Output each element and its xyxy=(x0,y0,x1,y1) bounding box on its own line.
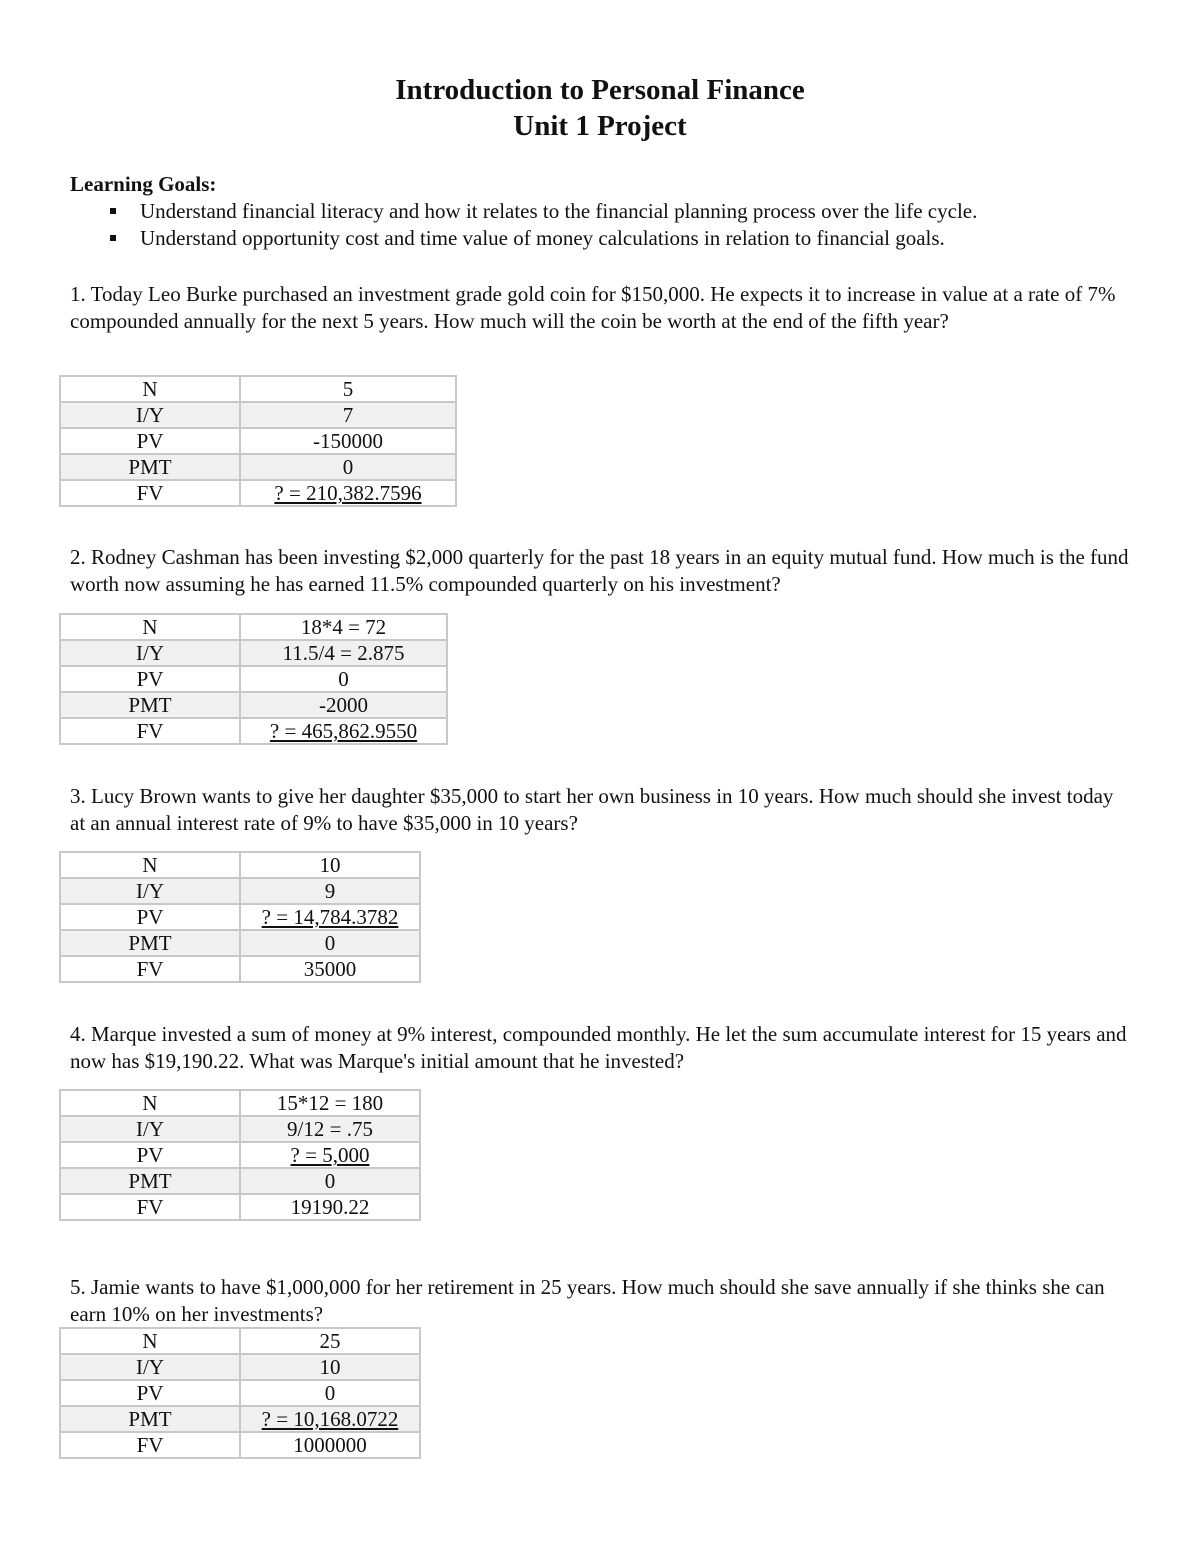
table-label: I/Y xyxy=(60,640,240,666)
table-value: 9 xyxy=(240,878,420,904)
question-1-table xyxy=(59,375,457,507)
table-value: 10 xyxy=(240,852,420,878)
question-2-text: 2. Rodney Cashman has been investing $2,000 quarterly for the past 18 years in an equity mutual fund. How much is the fund worth now assuming he has earned 11.5% compounded quarterly on his investment? xyxy=(70,545,1129,596)
question-4-text: 4. Marque invested a sum of money at 9% interest, compounded monthly. He let the sum accumulate interest for 15 years and now has $19,190.22. What was Marque's initial amount that he invested? xyxy=(70,1022,1127,1073)
table-value: 0 xyxy=(240,930,420,956)
page-subtitle: Unit 1 Project xyxy=(513,110,687,142)
learning-goals-heading: Learning Goals: xyxy=(70,172,217,196)
table-value: 0 xyxy=(240,1380,420,1406)
table-label: PMT xyxy=(60,692,240,718)
table-answer: ? = 465,862.9550 xyxy=(240,718,447,744)
table-label: PV xyxy=(60,904,240,930)
table-label: PMT xyxy=(60,1406,240,1432)
table-label: PMT xyxy=(60,930,240,956)
table-label: N xyxy=(60,852,240,878)
bullet-icon xyxy=(110,208,116,214)
table-value: -2000 xyxy=(240,692,447,718)
learning-goal-text: Understand financial literacy and how it relates to the financial planning process over the life cycle. xyxy=(140,199,978,223)
table-value: 25 xyxy=(240,1328,420,1354)
table-answer: ? = 14,784.3782 xyxy=(240,904,420,930)
table-value: 5 xyxy=(240,376,456,402)
table-label: I/Y xyxy=(60,1354,240,1380)
table-value: 10 xyxy=(240,1354,420,1380)
table-label: I/Y xyxy=(60,402,240,428)
table-label: I/Y xyxy=(60,878,240,904)
question-3-text: 3. Lucy Brown wants to give her daughter $35,000 to start her own business in 10 years. How much should she invest today at an annual interest rate of 9% to have $35,000 in 10 years? xyxy=(70,784,1114,835)
table-label: FV xyxy=(60,1194,240,1220)
table-label: FV xyxy=(60,718,240,744)
table-value: 7 xyxy=(240,402,456,428)
bullet-icon xyxy=(110,235,116,241)
page-title: Introduction to Personal Finance xyxy=(395,74,805,106)
learning-goal-text: Understand opportunity cost and time value of money calculations in relation to financial goals. xyxy=(140,226,945,250)
table-value: 0 xyxy=(240,454,456,480)
table-value: 0 xyxy=(240,666,447,692)
table-value: 35000 xyxy=(240,956,420,982)
table-label: PMT xyxy=(60,454,240,480)
table-label: N xyxy=(60,1328,240,1354)
table-value: 11.5/4 = 2.875 xyxy=(240,640,447,666)
table-label: PMT xyxy=(60,1168,240,1194)
table-label: I/Y xyxy=(60,1116,240,1142)
question-5-text: 5. Jamie wants to have $1,000,000 for her retirement in 25 years. How much should she save annually if she thinks she can earn 10% on her investments? xyxy=(70,1275,1105,1326)
table-value: 1000000 xyxy=(240,1432,420,1458)
table-value: -150000 xyxy=(240,428,456,454)
table-answer: ? = 5,000 xyxy=(240,1142,420,1168)
question-4-table xyxy=(59,1089,421,1221)
table-label: FV xyxy=(60,956,240,982)
table-label: PV xyxy=(60,1142,240,1168)
question-5-table xyxy=(59,1327,421,1459)
table-label: FV xyxy=(60,1432,240,1458)
table-answer: ? = 10,168.0722 xyxy=(240,1406,420,1432)
question-2-table xyxy=(59,613,448,745)
table-label: PV xyxy=(60,666,240,692)
table-value: 15*12 = 180 xyxy=(240,1090,420,1116)
table-value: 19190.22 xyxy=(240,1194,420,1220)
question-1-text: 1. Today Leo Burke purchased an investment grade gold coin for $150,000. He expects it to increase in value at a rate of 7% compounded annually for the next 5 years. How much will the coin be worth at the end of the fifth year? xyxy=(70,282,1116,333)
table-label: FV xyxy=(60,480,240,506)
table-value: 0 xyxy=(240,1168,420,1194)
table-answer: ? = 210,382.7596 xyxy=(240,480,456,506)
question-3-table xyxy=(59,851,421,983)
table-label: N xyxy=(60,614,240,640)
table-value: 18*4 = 72 xyxy=(240,614,447,640)
table-value: 9/12 = .75 xyxy=(240,1116,420,1142)
table-label: PV xyxy=(60,428,240,454)
table-label: N xyxy=(60,376,240,402)
table-label: PV xyxy=(60,1380,240,1406)
table-label: N xyxy=(60,1090,240,1116)
